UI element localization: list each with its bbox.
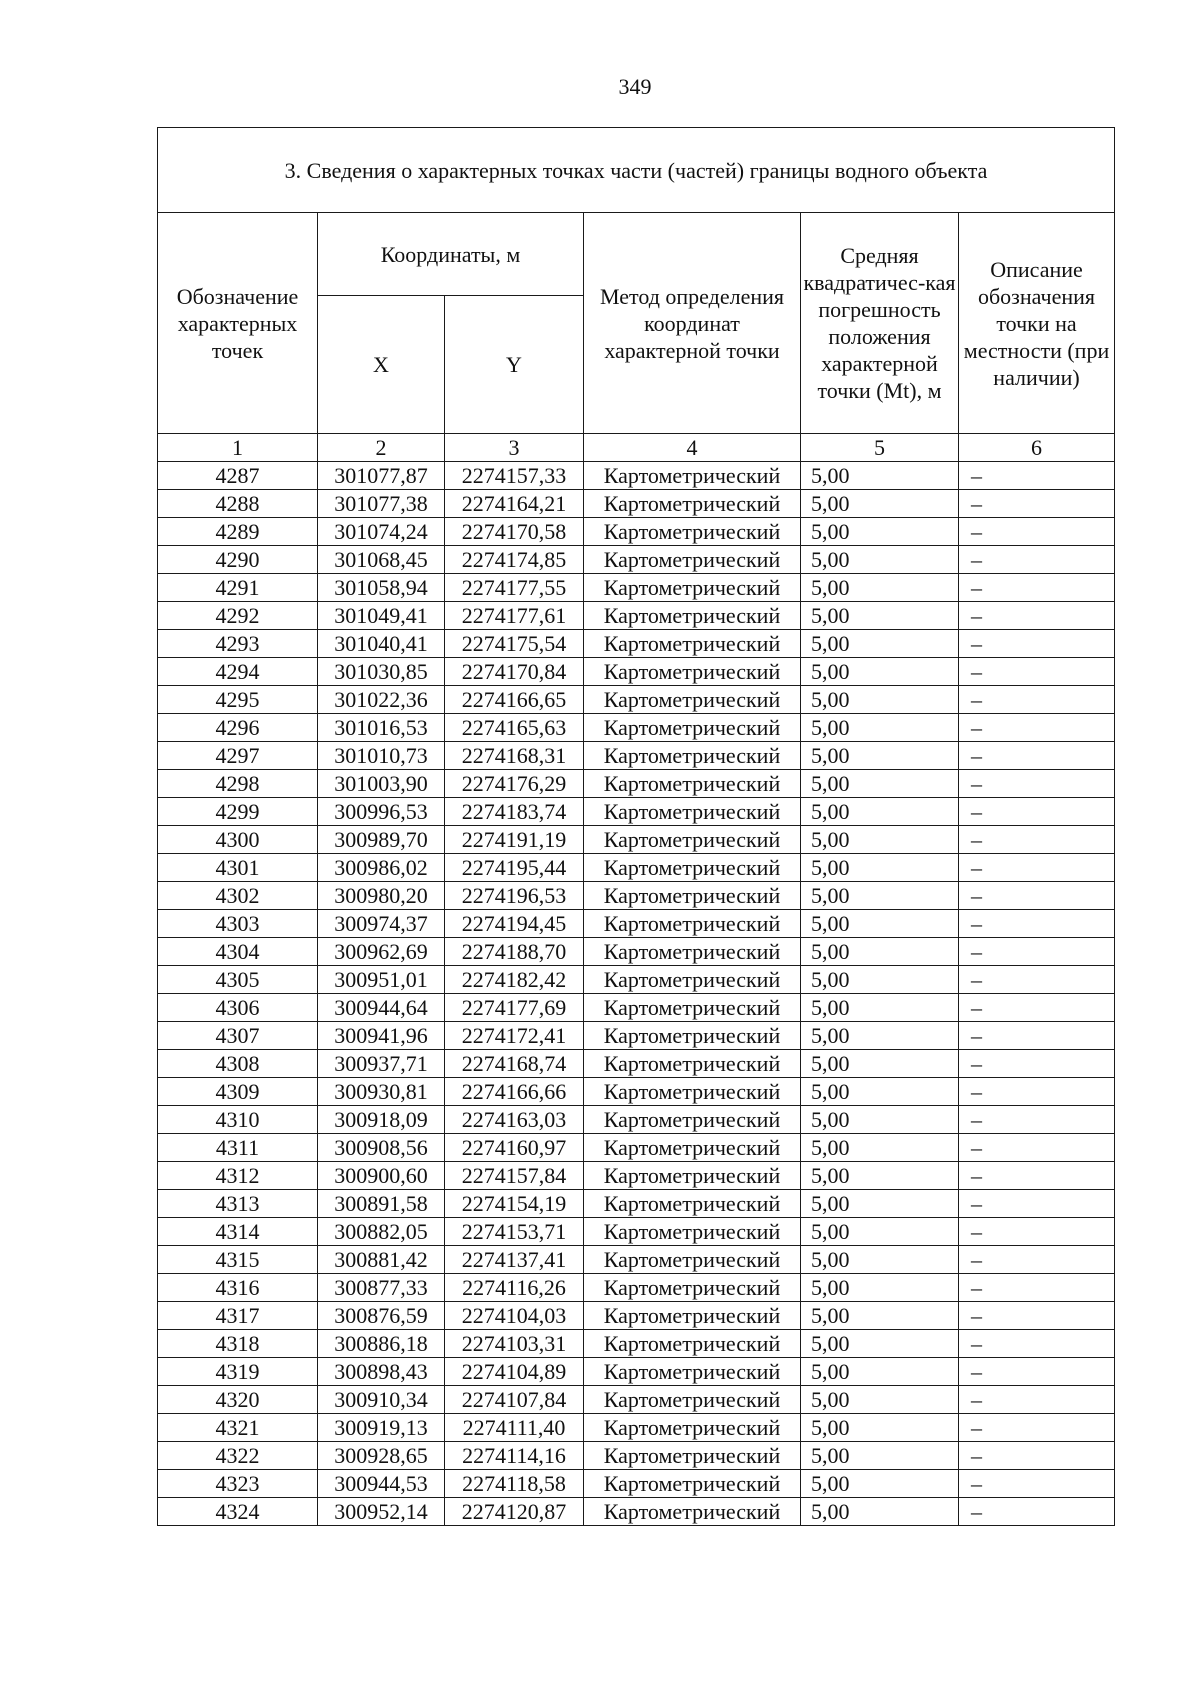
description-cell: – bbox=[959, 518, 1115, 546]
description-cell: – bbox=[959, 546, 1115, 574]
coord-y-cell: 2274176,29 bbox=[445, 770, 584, 798]
coord-x-cell: 300996,53 bbox=[318, 798, 445, 826]
method-cell: Картометрический bbox=[584, 686, 801, 714]
description-cell: – bbox=[959, 1470, 1115, 1498]
rms-error-cell: 5,00 bbox=[801, 1078, 959, 1106]
description-cell: – bbox=[959, 1190, 1115, 1218]
coord-y-cell: 2274120,87 bbox=[445, 1498, 584, 1526]
table-row bbox=[158, 1358, 1115, 1386]
method-cell: Картометрический bbox=[584, 854, 801, 882]
point-id-cell: 4316 bbox=[158, 1274, 318, 1302]
table-row bbox=[158, 1106, 1115, 1134]
coord-y-cell: 2274196,53 bbox=[445, 882, 584, 910]
rms-error-cell: 5,00 bbox=[801, 490, 959, 518]
coord-x-cell: 300986,02 bbox=[318, 854, 445, 882]
rms-error-cell: 5,00 bbox=[801, 1498, 959, 1526]
description-cell: – bbox=[959, 1246, 1115, 1274]
table-row bbox=[158, 518, 1115, 546]
rms-error-cell: 5,00 bbox=[801, 574, 959, 602]
table-row bbox=[158, 546, 1115, 574]
method-cell: Картометрический bbox=[584, 1386, 801, 1414]
page-number: 349 bbox=[618, 74, 652, 99]
method-cell: Картометрический bbox=[584, 910, 801, 938]
rms-error-cell: 5,00 bbox=[801, 518, 959, 546]
point-id-cell: 4299 bbox=[158, 798, 318, 826]
rms-error-cell: 5,00 bbox=[801, 1442, 959, 1470]
table-row bbox=[158, 1050, 1115, 1078]
point-id-cell: 4289 bbox=[158, 518, 318, 546]
method-cell: Картометрический bbox=[584, 1022, 801, 1050]
rms-error-cell: 5,00 bbox=[801, 1386, 959, 1414]
coord-x-cell: 301058,94 bbox=[318, 574, 445, 602]
method-cell: Картометрический bbox=[584, 798, 801, 826]
boundary-points-table bbox=[157, 127, 1115, 1526]
description-cell: – bbox=[959, 938, 1115, 966]
table-row bbox=[158, 1330, 1115, 1358]
method-cell: Картометрический bbox=[584, 630, 801, 658]
coord-y-cell: 2274182,42 bbox=[445, 966, 584, 994]
description-cell: – bbox=[959, 770, 1115, 798]
method-cell: Картометрический bbox=[584, 1302, 801, 1330]
coord-x-cell: 300891,58 bbox=[318, 1190, 445, 1218]
method-cell: Картометрический bbox=[584, 518, 801, 546]
coord-x-cell: 301049,41 bbox=[318, 602, 445, 630]
coord-x-cell: 300951,01 bbox=[318, 966, 445, 994]
coord-x-cell: 300877,33 bbox=[318, 1274, 445, 1302]
method-cell: Картометрический bbox=[584, 574, 801, 602]
rms-error-cell: 5,00 bbox=[801, 1022, 959, 1050]
method-cell: Картометрический bbox=[584, 1162, 801, 1190]
rms-error-cell: 5,00 bbox=[801, 1106, 959, 1134]
coord-y-cell: 2274163,03 bbox=[445, 1106, 584, 1134]
description-cell: – bbox=[959, 686, 1115, 714]
description-cell: – bbox=[959, 630, 1115, 658]
description-cell: – bbox=[959, 602, 1115, 630]
method-cell: Картометрический bbox=[584, 770, 801, 798]
point-id-cell: 4297 bbox=[158, 742, 318, 770]
table-row bbox=[158, 574, 1115, 602]
coord-x-cell: 300876,59 bbox=[318, 1302, 445, 1330]
rms-error-cell: 5,00 bbox=[801, 742, 959, 770]
table-row bbox=[158, 854, 1115, 882]
rms-error-cell: 5,00 bbox=[801, 882, 959, 910]
column-number: 5 bbox=[801, 434, 959, 462]
coord-y-cell: 2274104,89 bbox=[445, 1358, 584, 1386]
method-cell: Картометрический bbox=[584, 1414, 801, 1442]
table-row bbox=[158, 1386, 1115, 1414]
header-x: X bbox=[318, 296, 445, 434]
method-cell: Картометрический bbox=[584, 1078, 801, 1106]
rms-error-cell: 5,00 bbox=[801, 826, 959, 854]
point-id-cell: 4303 bbox=[158, 910, 318, 938]
coord-y-cell: 2274194,45 bbox=[445, 910, 584, 938]
coord-y-cell: 2274107,84 bbox=[445, 1386, 584, 1414]
coord-y-cell: 2274157,33 bbox=[445, 462, 584, 490]
table-row bbox=[158, 798, 1115, 826]
point-id-cell: 4302 bbox=[158, 882, 318, 910]
description-cell: – bbox=[959, 1414, 1115, 1442]
table-row bbox=[158, 1134, 1115, 1162]
coord-x-cell: 300898,43 bbox=[318, 1358, 445, 1386]
description-cell: – bbox=[959, 1134, 1115, 1162]
coord-x-cell: 300928,65 bbox=[318, 1442, 445, 1470]
point-id-cell: 4323 bbox=[158, 1470, 318, 1498]
coord-y-cell: 2274188,70 bbox=[445, 938, 584, 966]
coord-y-cell: 2274111,40 bbox=[445, 1414, 584, 1442]
point-id-cell: 4294 bbox=[158, 658, 318, 686]
rms-error-cell: 5,00 bbox=[801, 602, 959, 630]
table-row bbox=[158, 1274, 1115, 1302]
point-id-cell: 4301 bbox=[158, 854, 318, 882]
table-title: 3. Сведения о характерных точках части (частей) границы водного объекта bbox=[158, 128, 1115, 213]
coord-x-cell: 300882,05 bbox=[318, 1218, 445, 1246]
rms-error-cell: 5,00 bbox=[801, 658, 959, 686]
table-row bbox=[158, 658, 1115, 686]
table-row bbox=[158, 1218, 1115, 1246]
coord-y-cell: 2274157,84 bbox=[445, 1162, 584, 1190]
coord-y-cell: 2274104,03 bbox=[445, 1302, 584, 1330]
coord-x-cell: 301077,87 bbox=[318, 462, 445, 490]
point-id-cell: 4300 bbox=[158, 826, 318, 854]
rms-error-cell: 5,00 bbox=[801, 630, 959, 658]
table-row bbox=[158, 910, 1115, 938]
rms-error-cell: 5,00 bbox=[801, 938, 959, 966]
rms-error-cell: 5,00 bbox=[801, 1134, 959, 1162]
rms-error-cell: 5,00 bbox=[801, 1274, 959, 1302]
point-id-cell: 4306 bbox=[158, 994, 318, 1022]
coord-x-cell: 300944,53 bbox=[318, 1470, 445, 1498]
coord-y-cell: 2274174,85 bbox=[445, 546, 584, 574]
method-cell: Картометрический bbox=[584, 1498, 801, 1526]
rms-error-cell: 5,00 bbox=[801, 1190, 959, 1218]
coord-x-cell: 300974,37 bbox=[318, 910, 445, 938]
point-id-cell: 4291 bbox=[158, 574, 318, 602]
table-row bbox=[158, 1498, 1115, 1526]
coord-x-cell: 301003,90 bbox=[318, 770, 445, 798]
point-id-cell: 4287 bbox=[158, 462, 318, 490]
rms-error-cell: 5,00 bbox=[801, 1330, 959, 1358]
point-id-cell: 4292 bbox=[158, 602, 318, 630]
description-cell: – bbox=[959, 826, 1115, 854]
column-number: 6 bbox=[959, 434, 1115, 462]
description-cell: – bbox=[959, 1358, 1115, 1386]
column-number: 4 bbox=[584, 434, 801, 462]
method-cell: Картометрический bbox=[584, 1358, 801, 1386]
coord-y-cell: 2274164,21 bbox=[445, 490, 584, 518]
description-cell: – bbox=[959, 1302, 1115, 1330]
method-cell: Картометрический bbox=[584, 882, 801, 910]
method-cell: Картометрический bbox=[584, 1246, 801, 1274]
coord-y-cell: 2274137,41 bbox=[445, 1246, 584, 1274]
rms-error-cell: 5,00 bbox=[801, 966, 959, 994]
method-cell: Картометрический bbox=[584, 1134, 801, 1162]
method-cell: Картометрический bbox=[584, 742, 801, 770]
point-id-cell: 4317 bbox=[158, 1302, 318, 1330]
coord-x-cell: 300944,64 bbox=[318, 994, 445, 1022]
header-y: Y bbox=[445, 296, 584, 434]
description-cell: – bbox=[959, 574, 1115, 602]
coord-x-cell: 300941,96 bbox=[318, 1022, 445, 1050]
description-cell: – bbox=[959, 742, 1115, 770]
coord-x-cell: 300937,71 bbox=[318, 1050, 445, 1078]
method-cell: Картометрический bbox=[584, 1218, 801, 1246]
coord-y-cell: 2274168,74 bbox=[445, 1050, 584, 1078]
column-number: 1 bbox=[158, 434, 318, 462]
coord-x-cell: 301077,38 bbox=[318, 490, 445, 518]
method-cell: Картометрический bbox=[584, 1274, 801, 1302]
rms-error-cell: 5,00 bbox=[801, 1050, 959, 1078]
table-row bbox=[158, 602, 1115, 630]
method-cell: Картометрический bbox=[584, 1442, 801, 1470]
method-cell: Картометрический bbox=[584, 1190, 801, 1218]
rms-error-cell: 5,00 bbox=[801, 1162, 959, 1190]
method-cell: Картометрический bbox=[584, 462, 801, 490]
description-cell: – bbox=[959, 1442, 1115, 1470]
point-id-cell: 4315 bbox=[158, 1246, 318, 1274]
table-row bbox=[158, 462, 1115, 490]
table-row bbox=[158, 1470, 1115, 1498]
coord-x-cell: 300919,13 bbox=[318, 1414, 445, 1442]
description-cell: – bbox=[959, 1078, 1115, 1106]
table-row bbox=[158, 770, 1115, 798]
coord-y-cell: 2274183,74 bbox=[445, 798, 584, 826]
table-row bbox=[158, 1162, 1115, 1190]
description-cell: – bbox=[959, 1386, 1115, 1414]
rms-error-cell: 5,00 bbox=[801, 714, 959, 742]
method-cell: Картометрический bbox=[584, 1106, 801, 1134]
rms-error-cell: 5,00 bbox=[801, 798, 959, 826]
point-id-cell: 4295 bbox=[158, 686, 318, 714]
coord-y-cell: 2274116,26 bbox=[445, 1274, 584, 1302]
rms-error-cell: 5,00 bbox=[801, 854, 959, 882]
description-cell: – bbox=[959, 658, 1115, 686]
method-cell: Картометрический bbox=[584, 490, 801, 518]
method-cell: Картометрический bbox=[584, 1470, 801, 1498]
point-id-cell: 4319 bbox=[158, 1358, 318, 1386]
point-id-cell: 4320 bbox=[158, 1386, 318, 1414]
table-row bbox=[158, 1078, 1115, 1106]
coord-x-cell: 300881,42 bbox=[318, 1246, 445, 1274]
point-id-cell: 4324 bbox=[158, 1498, 318, 1526]
coord-x-cell: 300962,69 bbox=[318, 938, 445, 966]
method-cell: Картометрический bbox=[584, 714, 801, 742]
point-id-cell: 4314 bbox=[158, 1218, 318, 1246]
point-id-cell: 4308 bbox=[158, 1050, 318, 1078]
coord-x-cell: 300952,14 bbox=[318, 1498, 445, 1526]
table-row bbox=[158, 686, 1115, 714]
method-cell: Картометрический bbox=[584, 826, 801, 854]
coord-y-cell: 2274153,71 bbox=[445, 1218, 584, 1246]
coord-x-cell: 301074,24 bbox=[318, 518, 445, 546]
coord-y-cell: 2274195,44 bbox=[445, 854, 584, 882]
coord-x-cell: 300910,34 bbox=[318, 1386, 445, 1414]
coord-y-cell: 2274168,31 bbox=[445, 742, 584, 770]
coord-x-cell: 301068,45 bbox=[318, 546, 445, 574]
method-cell: Картометрический bbox=[584, 658, 801, 686]
header-rms-error: Средняя квадратичес-кая погрешность положения характерной точки (Mt), м bbox=[801, 213, 959, 434]
rms-error-cell: 5,00 bbox=[801, 910, 959, 938]
point-id-cell: 4321 bbox=[158, 1414, 318, 1442]
description-cell: – bbox=[959, 798, 1115, 826]
method-cell: Картометрический bbox=[584, 1330, 801, 1358]
header-point-designation: Обозначение характерных точек bbox=[158, 213, 318, 434]
rms-error-cell: 5,00 bbox=[801, 1358, 959, 1386]
coord-x-cell: 301016,53 bbox=[318, 714, 445, 742]
point-id-cell: 4313 bbox=[158, 1190, 318, 1218]
point-id-cell: 4322 bbox=[158, 1442, 318, 1470]
description-cell: – bbox=[959, 994, 1115, 1022]
description-cell: – bbox=[959, 1022, 1115, 1050]
point-id-cell: 4307 bbox=[158, 1022, 318, 1050]
point-id-cell: 4304 bbox=[158, 938, 318, 966]
coord-x-cell: 301040,41 bbox=[318, 630, 445, 658]
table-row bbox=[158, 994, 1115, 1022]
coord-y-cell: 2274154,19 bbox=[445, 1190, 584, 1218]
point-id-cell: 4318 bbox=[158, 1330, 318, 1358]
rms-error-cell: 5,00 bbox=[801, 1246, 959, 1274]
coord-y-cell: 2274170,58 bbox=[445, 518, 584, 546]
coord-y-cell: 2274177,55 bbox=[445, 574, 584, 602]
table-row bbox=[158, 966, 1115, 994]
description-cell: – bbox=[959, 966, 1115, 994]
description-cell: – bbox=[959, 910, 1115, 938]
table-row bbox=[158, 490, 1115, 518]
coord-y-cell: 2274172,41 bbox=[445, 1022, 584, 1050]
coord-y-cell: 2274166,66 bbox=[445, 1078, 584, 1106]
coord-y-cell: 2274118,58 bbox=[445, 1470, 584, 1498]
point-id-cell: 4290 bbox=[158, 546, 318, 574]
header-description: Описание обозначения точки на местности (при наличии) bbox=[959, 213, 1115, 434]
point-id-cell: 4305 bbox=[158, 966, 318, 994]
coord-x-cell: 300900,60 bbox=[318, 1162, 445, 1190]
table-row bbox=[158, 938, 1115, 966]
description-cell: – bbox=[959, 1498, 1115, 1526]
rms-error-cell: 5,00 bbox=[801, 1470, 959, 1498]
description-cell: – bbox=[959, 1274, 1115, 1302]
coord-y-cell: 2274191,19 bbox=[445, 826, 584, 854]
table-row bbox=[158, 1022, 1115, 1050]
coord-y-cell: 2274103,31 bbox=[445, 1330, 584, 1358]
rms-error-cell: 5,00 bbox=[801, 462, 959, 490]
method-cell: Картометрический bbox=[584, 546, 801, 574]
coord-x-cell: 300989,70 bbox=[318, 826, 445, 854]
description-cell: – bbox=[959, 490, 1115, 518]
table-row bbox=[158, 1414, 1115, 1442]
point-id-cell: 4309 bbox=[158, 1078, 318, 1106]
rms-error-cell: 5,00 bbox=[801, 1414, 959, 1442]
rms-error-cell: 5,00 bbox=[801, 994, 959, 1022]
point-id-cell: 4288 bbox=[158, 490, 318, 518]
coord-y-cell: 2274114,16 bbox=[445, 1442, 584, 1470]
coord-x-cell: 300886,18 bbox=[318, 1330, 445, 1358]
rms-error-cell: 5,00 bbox=[801, 546, 959, 574]
description-cell: – bbox=[959, 462, 1115, 490]
coord-y-cell: 2274175,54 bbox=[445, 630, 584, 658]
coord-y-cell: 2274170,84 bbox=[445, 658, 584, 686]
table-row bbox=[158, 1246, 1115, 1274]
description-cell: – bbox=[959, 1050, 1115, 1078]
description-cell: – bbox=[959, 882, 1115, 910]
table-row bbox=[158, 630, 1115, 658]
header-method: Метод определения координат характерной точки bbox=[584, 213, 801, 434]
point-id-cell: 4310 bbox=[158, 1106, 318, 1134]
description-cell: – bbox=[959, 1218, 1115, 1246]
point-id-cell: 4296 bbox=[158, 714, 318, 742]
header-coordinates: Координаты, м bbox=[318, 213, 584, 296]
coord-y-cell: 2274166,65 bbox=[445, 686, 584, 714]
column-number: 2 bbox=[318, 434, 445, 462]
table-row bbox=[158, 1302, 1115, 1330]
method-cell: Картометрический bbox=[584, 938, 801, 966]
point-id-cell: 4293 bbox=[158, 630, 318, 658]
table-row bbox=[158, 742, 1115, 770]
coord-x-cell: 300930,81 bbox=[318, 1078, 445, 1106]
rms-error-cell: 5,00 bbox=[801, 1218, 959, 1246]
table-row bbox=[158, 882, 1115, 910]
method-cell: Картометрический bbox=[584, 966, 801, 994]
description-cell: – bbox=[959, 714, 1115, 742]
table-row bbox=[158, 714, 1115, 742]
coord-x-cell: 301030,85 bbox=[318, 658, 445, 686]
description-cell: – bbox=[959, 1162, 1115, 1190]
rms-error-cell: 5,00 bbox=[801, 686, 959, 714]
rms-error-cell: 5,00 bbox=[801, 1302, 959, 1330]
coord-x-cell: 300908,56 bbox=[318, 1134, 445, 1162]
coord-y-cell: 2274160,97 bbox=[445, 1134, 584, 1162]
coord-x-cell: 300918,09 bbox=[318, 1106, 445, 1134]
table-row bbox=[158, 1442, 1115, 1470]
method-cell: Картометрический bbox=[584, 602, 801, 630]
rms-error-cell: 5,00 bbox=[801, 770, 959, 798]
description-cell: – bbox=[959, 1106, 1115, 1134]
description-cell: – bbox=[959, 1330, 1115, 1358]
coord-y-cell: 2274165,63 bbox=[445, 714, 584, 742]
method-cell: Картометрический bbox=[584, 994, 801, 1022]
table-row bbox=[158, 826, 1115, 854]
coord-y-cell: 2274177,61 bbox=[445, 602, 584, 630]
point-id-cell: 4312 bbox=[158, 1162, 318, 1190]
coord-x-cell: 301022,36 bbox=[318, 686, 445, 714]
coord-y-cell: 2274177,69 bbox=[445, 994, 584, 1022]
description-cell: – bbox=[959, 854, 1115, 882]
coord-x-cell: 301010,73 bbox=[318, 742, 445, 770]
point-id-cell: 4298 bbox=[158, 770, 318, 798]
column-number: 3 bbox=[445, 434, 584, 462]
coord-x-cell: 300980,20 bbox=[318, 882, 445, 910]
table-row bbox=[158, 1190, 1115, 1218]
point-id-cell: 4311 bbox=[158, 1134, 318, 1162]
method-cell: Картометрический bbox=[584, 1050, 801, 1078]
